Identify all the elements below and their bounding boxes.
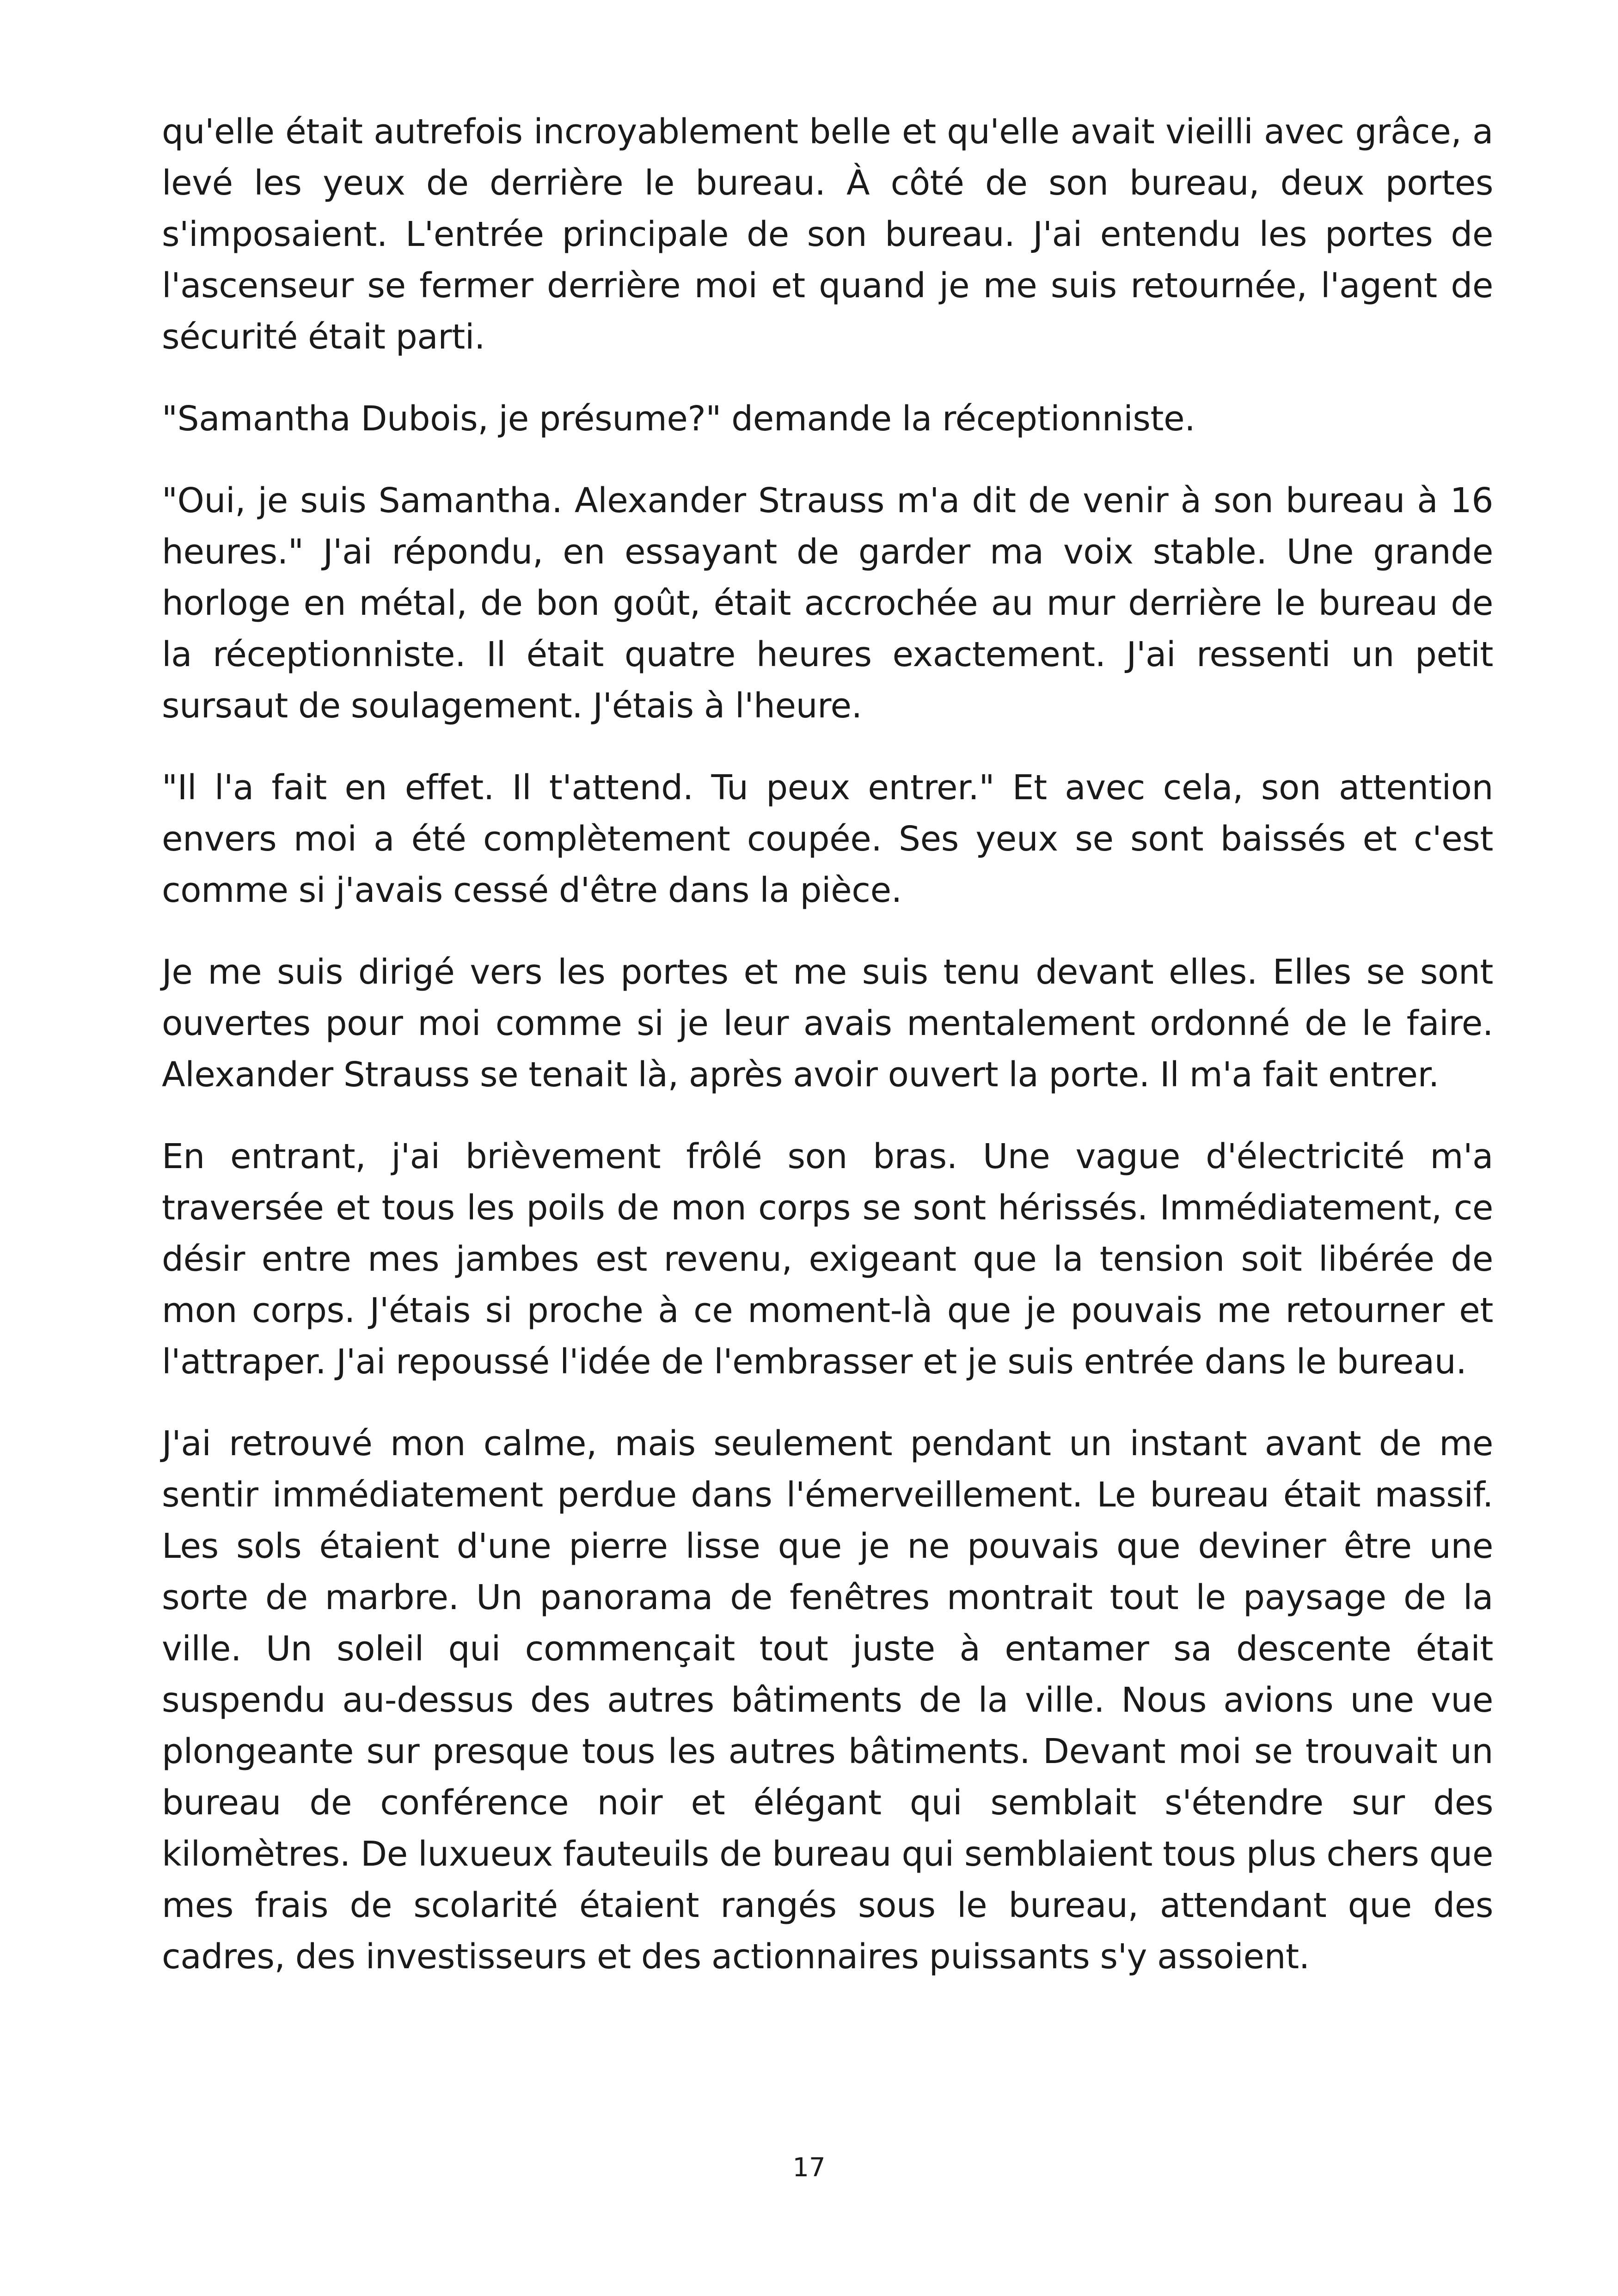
paragraph-3: "Oui, je suis Samantha. Alexander Strauss m'a dit de venir à son bureau à 16 heures." J'ai répondu, en essayant de garder ma voix stable. Une grande horloge en métal, de bon goût, était accrochée au mur derrière le bureau de la réceptionniste. Il était quatre heures exactement. J'ai ressenti un petit sursaut de soulagement. J'étais à l'heure. xyxy=(162,481,1493,726)
page-number: 17 xyxy=(792,2153,826,2183)
paragraph-6: En entrant, j'ai brièvement frôlé son bras. Une vague d'électricité m'a traversée et tous les poils de mon corps se sont hérissés. Immédiatement, ce désir entre mes jambes est revenu, exigeant que la tension soit libérée de mon corps. J'étais si proche à ce moment-là que je pouvais me retourner et l'attraper. J'ai repoussé l'idée de l'embrasser et je suis entrée dans le bureau. xyxy=(162,1137,1493,1382)
paragraph-4: "Il l'a fait en effet. Il t'attend. Tu peux entrer." Et avec cela, son attention envers moi a été complètement coupée. Ses yeux se sont baissés et c'est comme si j'avais cessé d'être dans la pièce. xyxy=(162,768,1493,910)
paragraph-2: "Samantha Dubois, je présume?" demande la réceptionniste. xyxy=(162,399,1195,439)
paragraph-1: qu'elle était autrefois incroyablement belle et qu'elle avait vieilli avec grâce, a levé les yeux de derrière le bureau. À côté de son bureau, deux portes s'imposaient. L'entrée principale de son bureau. J'ai entendu les portes de l'ascenseur se fermer derrière moi et quand je me suis retournée, l'agent de sécurité était parti. xyxy=(162,112,1493,357)
paragraph-5: Je me suis dirigé vers les portes et me suis tenu devant elles. Elles se sont ouvertes pour moi comme si je leur avais mentalement ordonné de le faire. Alexander Strauss se tenait là, après avoir ouvert la porte. Il m'a fait entrer. xyxy=(162,952,1493,1095)
paragraph-7: J'ai retrouvé mon calme, mais seulement pendant un instant avant de me sentir immédiatement perdue dans l'émerveillement. Le bureau était massif. Les sols étaient d'une pierre lisse que je ne pouvais que deviner être une sorte de marbre. Un panorama de fenêtres montrait tout le paysage de la ville. Un soleil qui commençait tout juste à entamer sa descente était suspendu au-dessus des autres bâtiments de la ville. Nous avions une vue plongeante sur presque tous les autres bâtiments. Devant moi se trouvait un bureau de conférence noir et élégant qui semblait s'étendre sur des kilomètres. De luxueux fauteuils de bureau qui semblaient tous plus chers que mes frais de scolarité étaient rangés sous le bureau, attendant que des cadres, des investisseurs et des actionnaires puissants s'y assoient. xyxy=(162,1424,1493,1977)
body-text xyxy=(162,106,1493,2013)
